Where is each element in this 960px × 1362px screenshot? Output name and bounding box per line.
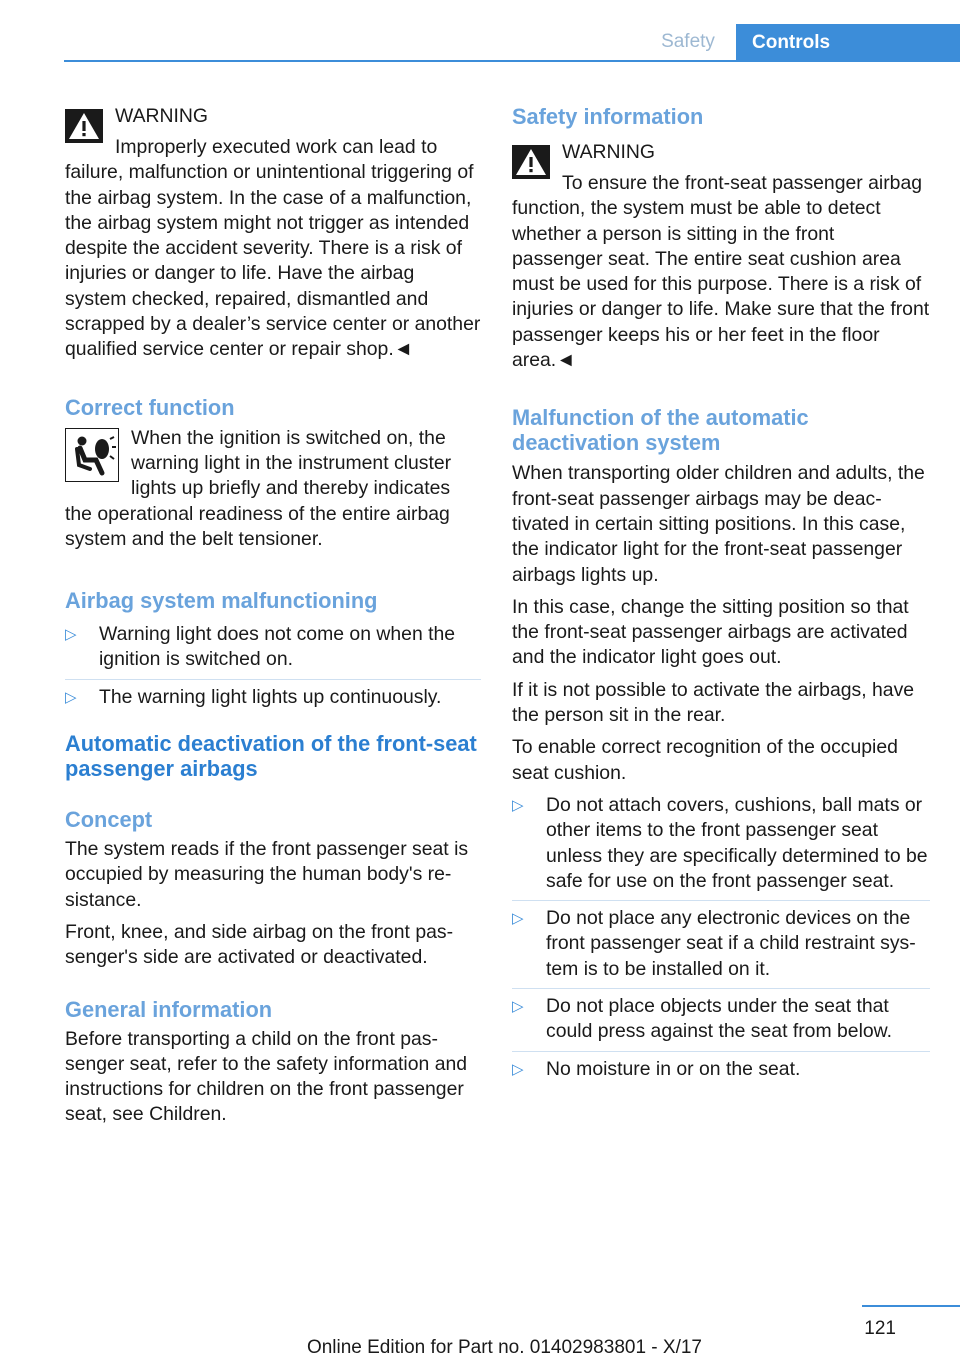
list-item <box>512 1052 930 1089</box>
list-item <box>65 680 481 717</box>
tab-controls[interactable]: Controls <box>736 24 960 62</box>
heading-general-info: General information <box>65 996 273 1022</box>
warning-triangle-icon <box>65 109 103 143</box>
warning-label: WARNING <box>115 105 208 127</box>
malfunction-text-2: In this case, change the sitting position so that the front-seat passenger airbags are activated and the indicator light goes out. <box>512 595 909 669</box>
warning-text-content: Improperly executed work can lead to failure, malfunction or unintentional triggering of the airbag system. In the case of a malfunction, the airbag system might not trigger as intended despite the accident severity. There is a risk of injuries or danger to life. Have the airbag system checked, repaired, dismantled and scrapped by a dealer’s service center or another qualified service center or repair shop.◄ <box>65 136 481 361</box>
list-item-text: Do not place objects under the seat that could press against the seat from below. <box>546 995 892 1043</box>
triangle-bullet-icon: ▷ <box>65 626 77 644</box>
triangle-bullet-icon: ▷ <box>512 796 524 814</box>
warning-block-2 <box>512 140 930 373</box>
heading-auto-deactivation: Automatic deactivation of the front-seat passenger airbags <box>65 731 477 782</box>
list-item-text: Do not attach covers, cushions, ball mats or other items to the front passenger seat unless they are specifically determined to be safe for use on the front passenger seat. <box>546 793 928 892</box>
tab-safety[interactable]: Safety <box>661 31 715 52</box>
heading-concept: Concept <box>65 807 153 833</box>
malfunction-text-3: If it is not possible to activate the airbags, have the person sit in the rear. <box>512 678 915 727</box>
list-item <box>65 617 481 680</box>
list-item-text: Warning light does not come on when the ignition is switched on. <box>99 623 456 671</box>
airbag-warning-light-icon <box>65 428 119 482</box>
warning-block-1 <box>65 104 481 363</box>
malfunction-text-1: When transporting older children and adults, the front-seat passenger airbags may be deactivated in certain sitting positions. In this case, the indicator light for the front-seat passenger airbags lights up. <box>512 462 925 586</box>
general-info-text: Before transporting a child on the front passenger seat, refer to the safety information and instructions for children on the front passenger seat, see Children. <box>65 1027 468 1126</box>
correct-function-block <box>65 426 481 552</box>
list-item <box>512 989 930 1052</box>
malfunction-text-4: To enable correct recognition of the occupied seat cushion. <box>512 736 898 784</box>
triangle-bullet-icon: ▷ <box>512 910 524 928</box>
correct-function-text: When the ignition is switched on, the warning light in the instrument cluster lights up briefly and thereby indicates the operational readiness of the entire airbag system and the belt tensioner. <box>65 426 452 550</box>
airbag-malfunction-list <box>65 617 481 717</box>
right-column <box>512 104 930 1089</box>
warning-label: WARNING <box>562 141 655 163</box>
edition-footer: Online Edition for Part no. 01402983801 - X/17 <box>306 1337 702 1358</box>
list-item <box>512 901 930 989</box>
heading-safety-info: Safety information <box>512 104 704 129</box>
heading-malfunction-auto: Malfunction of the automatic deactivation system <box>512 405 809 456</box>
triangle-bullet-icon: ▷ <box>512 998 524 1016</box>
left-column <box>65 104 481 1128</box>
list-item <box>512 788 930 901</box>
list-item-text: No moisture in or on the seat. <box>546 1057 801 1080</box>
warning-text-content: To ensure the front-seat passenger airbag function, the system must be able to detect whether a person is sitting in the front passenger seat. The entire seat cushion area must be used for this purpose. There is a risk of injuries or danger to life. Make sure that the front passenger keeps his or her feet in the floor area.◄ <box>512 172 930 372</box>
warning-text <box>65 135 481 363</box>
triangle-bullet-icon: ▷ <box>512 1060 524 1078</box>
concept-text-1: The system reads if the front passenger seat is occupied by measuring the human body's resistance. <box>65 838 469 911</box>
page-number: 121 <box>864 1318 896 1339</box>
footer-rule <box>862 1305 960 1307</box>
triangle-bullet-icon: ▷ <box>65 688 77 706</box>
heading-airbag-malfunction: Airbag system malfunctioning <box>65 588 378 614</box>
seat-cushion-list <box>512 788 930 1089</box>
warning-triangle-icon <box>512 145 550 179</box>
concept-text-2: Front, knee, and side airbag on the front passenger's side are activated or deactivated. <box>65 920 454 969</box>
warning-text <box>512 171 930 373</box>
list-item-text: The warning light lights up continuously. <box>99 685 442 708</box>
heading-correct-function: Correct function <box>65 394 235 420</box>
list-item-text: Do not place any electronic devices on the front passenger seat if a child restraint system is to be installed on it. <box>546 907 916 980</box>
